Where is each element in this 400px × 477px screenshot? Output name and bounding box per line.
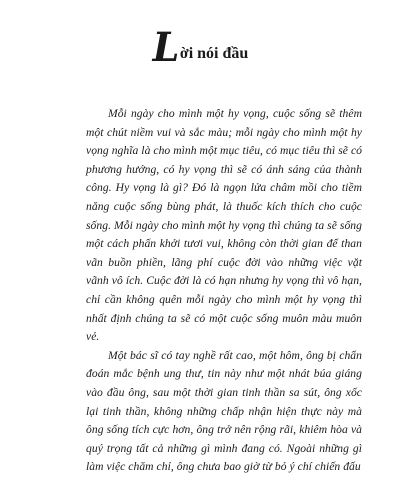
page-title: [0, 24, 400, 71]
paragraph-2: Một bác sĩ có tay nghề rất cao, một hôm, ông bị chẩn đoán mắc bệnh ung thư, tin này như một nhát búa giáng vào đầu ông, sau một thời gian tinh thần sa sút, ông xốc lại tinh thần, không những chấp nhận hiện thực này mà ông sống tích cực hơn, ông trở nên rộng rãi, khiêm hòa và quý trọng tất cả những gì mình đang có. Ngoài những gì làm việc chăm chỉ, ông chưa bao giờ từ bỏ ý chí chiến đấu: [86, 348, 362, 474]
body-text: [86, 105, 362, 477]
paragraph-1: Mỗi ngày cho mình một hy vọng, cuộc sống sẽ thêm một chút niềm vui và sắc màu; mỗi ngày cho mình một hy vọng nghĩa là cho mình một mục tiêu, có mục tiêu thì sẽ có phương hướng, có hy vọng thì sẽ có ánh sáng của thành công. Hy vọng là gì? Đó là ngọn lửa châm mồi cho tiềm năng cuộc sống bùng phát, là thuốc kích thích cho cuộc sống. Mỗi ngày cho mình một hy vọng thì chúng ta sẽ sống một cách phấn khởi tươi vui, không còn thời gian để than vãn buồn phiền, lãng phí cuộc đời vào những việc vặt vãnh vô ích. Cuộc đời là có hạn nhưng hy vọng thì vô hạn, chỉ cần không quên mỗi ngày cho mình một hy vọng thì nhất định chúng ta sẽ có một cuộc sống muôn màu muôn vẻ.: [86, 107, 362, 344]
title-drop-cap: L: [152, 24, 179, 71]
title-text: ời nói đầu: [179, 45, 249, 62]
